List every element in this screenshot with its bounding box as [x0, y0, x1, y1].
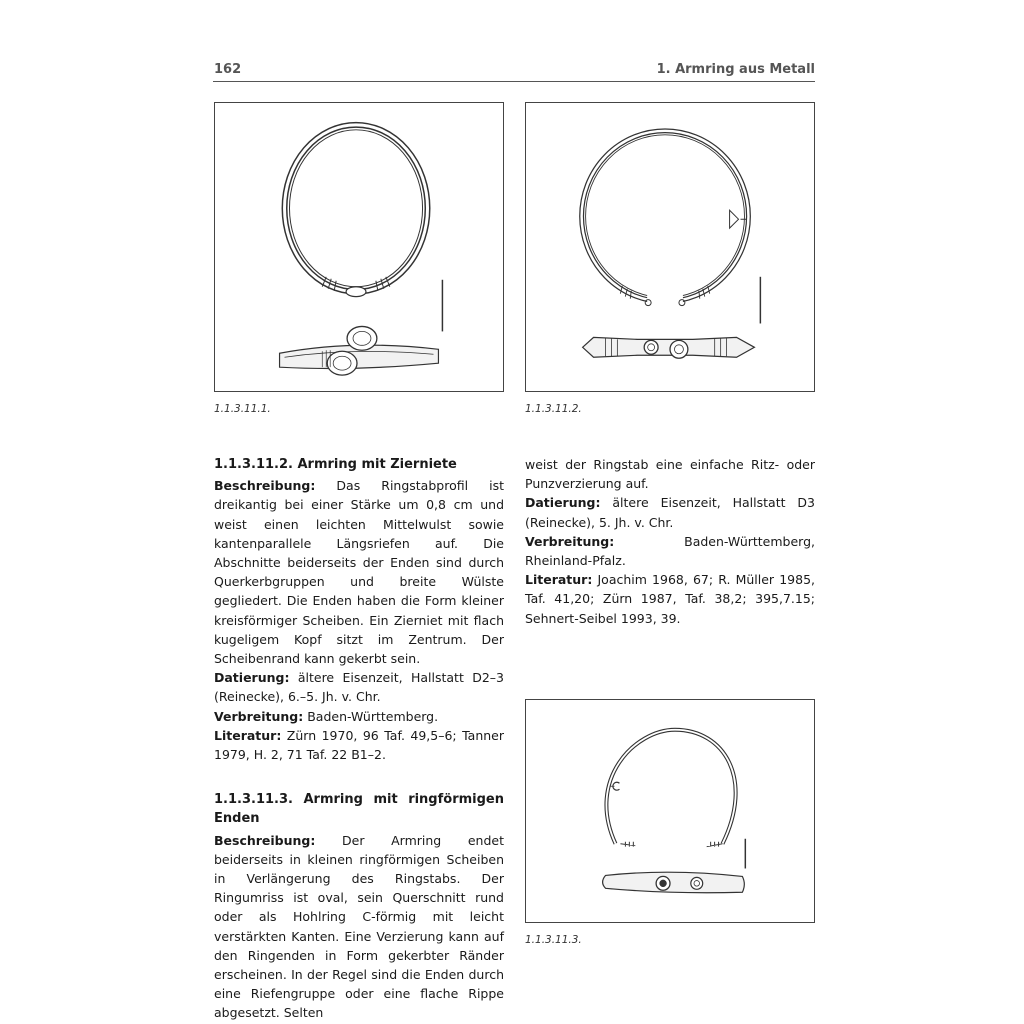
text-beschreibung: Das Ringstabprofil ist dreikantig bei einer Stärke um 0,8 cm und weist einen leichten Mittelwulst sowie kantenparallele Längsriefen auf. Die Abschnitte beiderseits der Enden sind durch Querkerbgruppen und breite Wülste gegliedert. Die Enden haben die Form kleiner kreisförmiger Scheiben. Ein Zierniet mit flach kugeligem Kopf sitzt im Zentrum. Der Scheibenrand kann gekerbt sein.: [214, 478, 504, 667]
label-literatur: Literatur:: [525, 572, 593, 588]
label-datierung: Datierung:: [214, 670, 290, 686]
dating-zierniete: [214, 668, 504, 706]
label-literatur: Literatur:: [214, 727, 282, 743]
figure-1-armring-drawing: [214, 102, 504, 392]
running-section-title: 1. Armring aus Metall: [656, 62, 815, 77]
right-text-column: [525, 455, 815, 628]
armring-illustration-2: [526, 103, 814, 391]
label-verbreitung: Verbreitung:: [214, 708, 304, 724]
text-literatur: Joachim 1968, 67; R. Müller 1985, Taf. 41,20; Zürn 1987, Taf. 38,2; 395,7.15; Sehnert-Seibel 1993, 39.: [525, 572, 815, 626]
page-number: 162: [214, 62, 242, 77]
figure-1-caption: 1.1.3.11.1.: [214, 403, 271, 415]
text-verbreitung: Baden-Württemberg, Rheinland-Pfalz.: [525, 533, 815, 569]
figure-2-armring-drawing: [525, 102, 815, 392]
description-zierniete: [214, 476, 504, 668]
dating-ringfoermige-enden: [525, 493, 815, 531]
label-datierung: Datierung:: [525, 495, 601, 511]
figure-3-caption: 1.1.3.11.3.: [525, 934, 582, 946]
literature-ringfoermige-enden: [525, 570, 815, 628]
description-ringfoermige-enden: [214, 831, 504, 1023]
label-beschreibung: Beschreibung:: [214, 832, 316, 848]
distribution-ringfoermige-enden: [525, 532, 815, 570]
continuation-text: weist der Ringstab eine einfache Ritz- oder Punzverzierung auf.: [525, 457, 815, 492]
literature-zierniete: [214, 726, 504, 764]
text-beschreibung: Der Armring endet beiderseits in kleinen ringförmigen Scheiben in Verlängerung des Ringstabs. Der Ringumriss ist oval, sein Querschnitt rund oder als Hohlring C-förmig mit leicht verstärkten Kanten. Eine Verzierung kann auf den Ringenden in Form gekerbter Ränder erscheinen. In der Regel sind die Enden durch eine Riefengruppe oder eine flache Rippe abgesetzt. Selten: [214, 832, 504, 1021]
armring-illustration-1: [215, 103, 503, 391]
header-rule: [213, 81, 815, 82]
figure-3-armring-drawing: [525, 699, 815, 923]
figure-2-caption: 1.1.3.11.2.: [525, 403, 582, 415]
text-datierung: ältere Eisenzeit, Hallstatt D3 (Reinecke), 5. Jh. v. Chr.: [525, 495, 815, 530]
left-text-column: [214, 455, 504, 1023]
text-verbreitung: Baden-Württemberg.: [303, 708, 439, 724]
label-verbreitung: Verbreitung:: [525, 533, 615, 549]
distribution-zierniete: [214, 707, 504, 726]
armring-illustration-3: [526, 700, 814, 922]
section-heading-zierniete: 1.1.3.11.2. Armring mit Zierniete: [214, 457, 457, 472]
text-datierung: ältere Eisenzeit, Hallstatt D2–3 (Reinecke), 6.–5. Jh. v. Chr.: [214, 670, 504, 705]
label-beschreibung: Beschreibung:: [214, 478, 316, 494]
section-heading-ringfoermige-enden: 1.1.3.11.3. Armring mit ringförmigen Enden: [214, 792, 504, 827]
text-literatur: Zürn 1970, 96 Taf. 49,5–6; Tanner 1979, H. 2, 71 Taf. 22 B1–2.: [214, 727, 504, 763]
